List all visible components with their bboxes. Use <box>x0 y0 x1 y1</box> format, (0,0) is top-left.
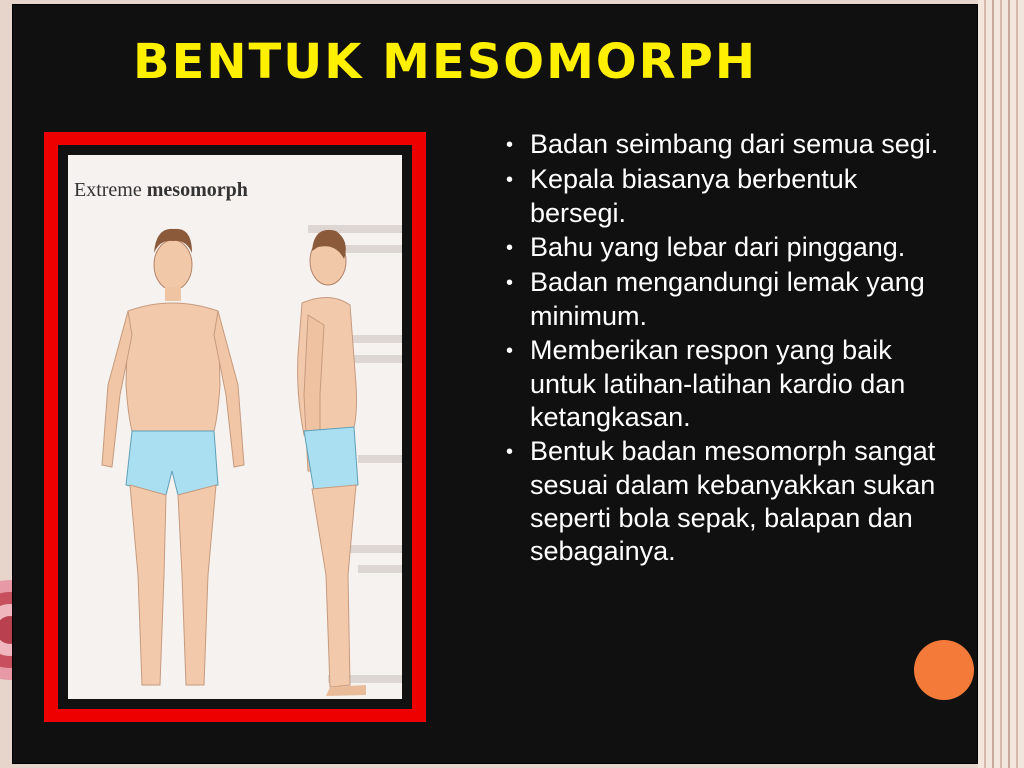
bullet-item: • Memberikan respon yang baik untuk latihan-latihan kardio dan ketangkasan. <box>506 335 906 432</box>
body-figures-image <box>68 155 402 699</box>
bullet-item: • Badan mengandungi lemak yang minimum. <box>506 267 925 331</box>
decorative-circle <box>914 640 974 700</box>
bullet-item: • Badan seimbang dari semua segi. <box>496 128 956 162</box>
bullet-item: • Bahu yang lebar dari pinggang. <box>496 231 956 265</box>
mesomorph-illustration <box>68 155 402 699</box>
bullet-marker: • <box>506 272 514 294</box>
bullet-list <box>496 128 956 569</box>
bullet-marker: • <box>506 237 514 259</box>
slide-title: BENTUK MESOMORPH <box>133 34 757 90</box>
bullet-marker: • <box>506 134 514 156</box>
front-figure <box>102 229 244 685</box>
side-figure <box>298 230 366 696</box>
bullet-marker: • <box>506 169 514 191</box>
decorative-edge <box>978 0 1024 768</box>
bullet-item: • Bentuk badan mesomorph sangat sesuai dalam kebanyakkan sukan seperti bola sepak, balapan dan sebagainya. <box>506 436 936 566</box>
bullet-marker: • <box>506 441 514 463</box>
bullet-item: • Kepala biasanya berbentuk bersegi. <box>506 164 858 228</box>
image-caption: Extreme mesomorph <box>74 179 248 201</box>
image-frame <box>44 132 426 722</box>
bullet-marker: • <box>506 340 514 362</box>
